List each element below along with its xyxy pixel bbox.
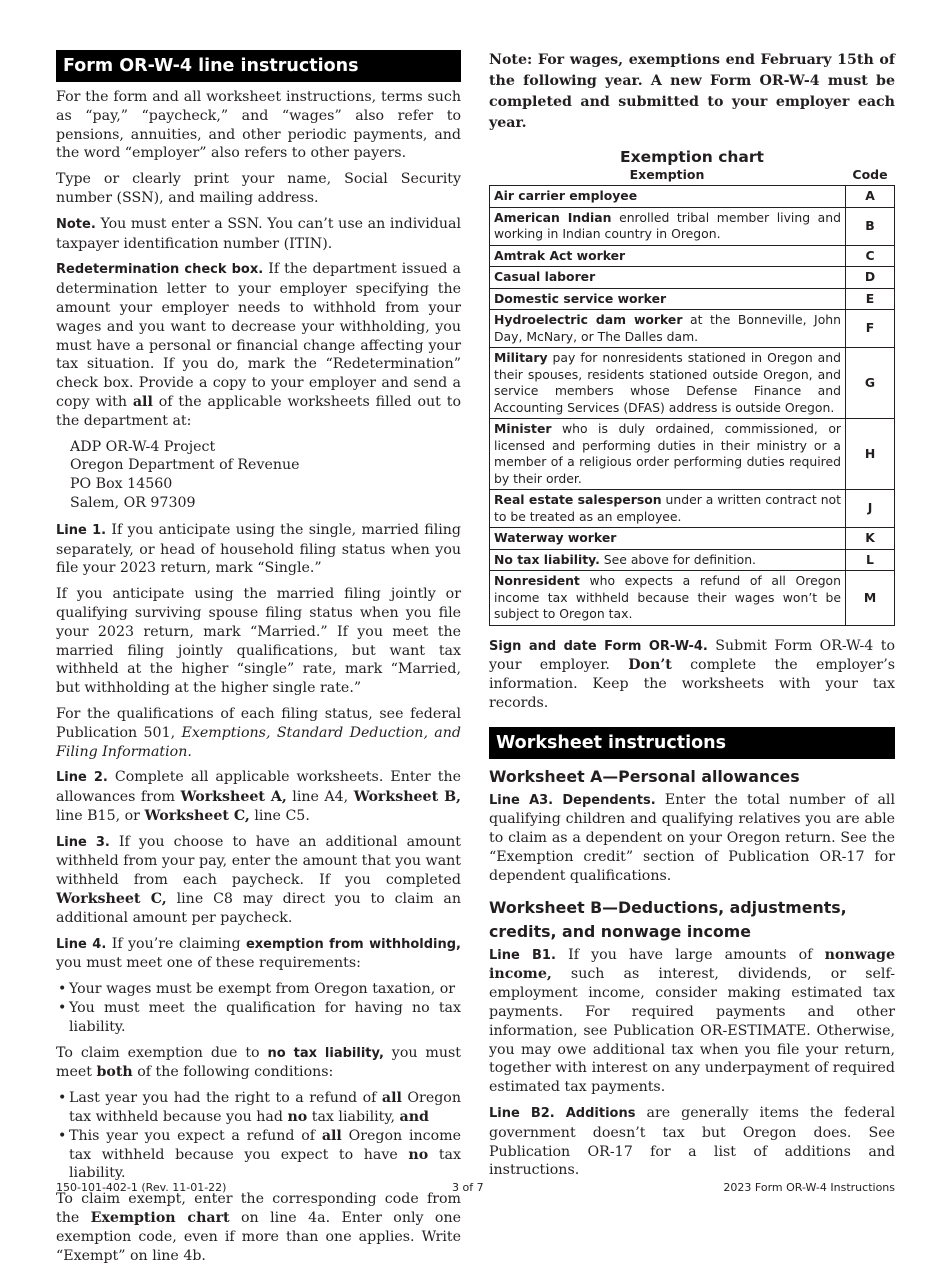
- line-a3-label: Line A3. Dependents.: [489, 792, 656, 808]
- qualifications-text: For the qualifications of each filing status, see federal Publication 501,: [56, 705, 461, 741]
- claim-text: you must meet: [56, 1044, 461, 1081]
- exemption-name: Domestic service worker: [494, 290, 667, 306]
- condition-bold: all: [381, 1090, 402, 1107]
- note-paragraph: [56, 215, 461, 254]
- list-item: [56, 1127, 461, 1183]
- line1-qualifications-paragraph: [56, 705, 461, 761]
- exempt-text: To claim exempt, enter the corresponding code from the: [56, 1191, 461, 1227]
- line-b2-label: Line B2. Additions: [489, 1106, 636, 1122]
- address-line: PO Box 14560: [70, 476, 173, 493]
- redetermination-text-2: of the applicable worksheets filled out to the department at:: [56, 393, 461, 429]
- redetermination-text: If the department issued a determination letter to your employer specifying the amount your employer needs to withhold from your wages and you want to decrease your withholding, you must have a personal or financial change affecting your tax situation. If you do, mark the “Redetermination” check box. Provide a copy to your employer and send a copy with: [56, 261, 461, 410]
- exemption-name: Nonresident: [494, 573, 580, 588]
- line1-paragraph: [56, 521, 461, 578]
- condition-text: tax liability.: [69, 1146, 461, 1182]
- exemption-detail: See above for definition.: [599, 551, 756, 567]
- line1-label: Line 1.: [56, 522, 107, 538]
- table-row: [490, 186, 895, 208]
- table-row: [490, 549, 895, 571]
- line3-text: If you choose to have an additional amount withheld from your pay, enter the amount that you want withheld from each paycheck. If you completed: [56, 833, 462, 889]
- claim-exempt-paragraph: [56, 1190, 461, 1265]
- exemption-cell: [490, 267, 846, 289]
- section-heading-worksheet-instructions: Worksheet instructions: [489, 727, 895, 759]
- code-cell: L: [846, 549, 895, 571]
- line2-text: line A4,: [286, 789, 354, 806]
- condition-bold: and: [399, 1109, 429, 1126]
- line-b1-text: If you have large amounts of: [555, 946, 825, 963]
- exemption-name: Military: [494, 350, 548, 365]
- redetermination-bold: all: [132, 393, 153, 410]
- exemption-detail: at the Bonneville, John Day, McNary, or The Dalles dam.: [494, 312, 841, 344]
- intro-paragraph: For the form and all worksheet instructions, terms such as “pay,” “paycheck,” and “wages” also refer to pensions, annuities, and other periodic payments, and the word “employer” also refers to other payers.: [56, 89, 461, 162]
- exemption-cell: [490, 207, 846, 245]
- exemption-cell: [490, 245, 846, 267]
- line3-label: Line 3.: [56, 834, 110, 850]
- code-cell: H: [846, 419, 895, 490]
- mailing-address: [70, 438, 461, 513]
- no-tax-liability-label: no tax liability,: [267, 1045, 384, 1061]
- table-row: [490, 207, 895, 245]
- address-line: ADP OR-W-4 Project: [70, 438, 216, 455]
- exemption-detail: who is duly ordained, commissioned, or licensed and performing duties in their ministry or a member of a religious order performing duties required by their order.: [494, 421, 841, 486]
- exempt-text: on line 4a. Enter only one exemption code, even if more than one applies. Write “Exempt” on line 4b.: [56, 1210, 461, 1264]
- note-label: Note.: [56, 216, 96, 232]
- table-row: [490, 419, 895, 490]
- right-column: [489, 50, 895, 1187]
- line-b1-label: Line B1.: [489, 947, 556, 963]
- worksheet-b-heading: Worksheet B—Deductions, adjustments, credits, and nonwage income: [489, 897, 847, 941]
- note-text: You must enter a SSN. You can’t use an individual taxpayer identification number (ITIN).: [56, 215, 461, 252]
- code-cell: M: [846, 571, 895, 626]
- line2-text: Complete all applicable worksheets. Enter the allowances from: [56, 769, 461, 806]
- exemption-cell: [490, 186, 846, 208]
- exemption-chart-ref: Exemption chart: [90, 1210, 230, 1227]
- exemption-detail: who expects a refund of all Oregon income tax withheld because their wages won’t be subject to Oregon tax.: [494, 573, 841, 621]
- list-item: • You must meet the qualification for having no tax liability.: [56, 999, 461, 1037]
- exemption-chart-table: [489, 185, 895, 626]
- table-row: [490, 245, 895, 267]
- line3-text: line C8 may direct you to claim an additional amount per paycheck.: [56, 891, 462, 926]
- redetermination-label: Redetermination check box.: [56, 262, 264, 278]
- condition-bold: all: [321, 1127, 342, 1144]
- line3-paragraph: [56, 833, 461, 928]
- exemption-cell: [490, 528, 846, 550]
- exemption-detail: under a written contract not to be treated as an employee.: [494, 492, 841, 524]
- code-cell: F: [846, 310, 895, 348]
- sign-and-date-paragraph: [489, 637, 895, 713]
- line-a3-text: Enter the total number of all qualifying children and qualifying relatives you are able to claim as a dependent on your Oregon return. See the “Exemption credit” section of Publication OR-17 for dependent qualifications.: [489, 791, 895, 884]
- line1-text: If you anticipate using the single, married filing separately, or head of household filing status when you file your 2023 return, mark “Single.”: [56, 521, 461, 577]
- line4-label: Line 4.: [56, 936, 107, 952]
- exemption-note: Note: For wages, exemptions end February 15th of the following year. A new Form OR-W-4 must be completed and submitted to your employer each year.: [489, 52, 895, 131]
- exemption-chart-title: Exemption chart: [620, 148, 764, 166]
- exemption-from-withholding: exemption from withholding,: [245, 936, 461, 952]
- code-cell: D: [846, 267, 895, 289]
- line-a3-paragraph: [489, 791, 895, 886]
- code-cell: C: [846, 245, 895, 267]
- exemption-cell: [490, 549, 846, 571]
- line4-text: you must meet one of these requirements:: [56, 955, 361, 972]
- exemption-cell: [490, 419, 846, 490]
- table-row: [490, 528, 895, 550]
- table-row: [490, 571, 895, 626]
- table-row: [490, 288, 895, 310]
- no-tax-liability-paragraph: [56, 1044, 461, 1083]
- requirements-list: [56, 980, 461, 1036]
- table-row: [490, 267, 895, 289]
- condition-text: Last year you had the right to a refund of: [69, 1090, 382, 1107]
- footer-page-number: 3 of 7: [452, 1181, 484, 1194]
- nonwage-income-bold: nonwage income,: [489, 946, 896, 983]
- line-b1-paragraph: [489, 946, 895, 1097]
- code-cell: J: [846, 490, 895, 528]
- table-row: [490, 310, 895, 348]
- line4-paragraph: [56, 935, 461, 974]
- publication-title: Exemptions, Standard Deduction, and Filing Information.: [56, 724, 461, 760]
- line2-text: line B15, or: [56, 807, 145, 824]
- table-row: [490, 348, 895, 419]
- worksheet-a-heading: Worksheet A—Personal allowances: [489, 766, 800, 786]
- exemption-name: Hydroelectric dam worker: [494, 312, 683, 327]
- exemption-cell: [490, 310, 846, 348]
- condition-text: Oregon tax withheld because you had: [69, 1090, 461, 1126]
- exemption-name: No tax liability.: [494, 551, 600, 567]
- redetermination-paragraph: [56, 260, 461, 430]
- exemption-column-header: Exemption: [629, 167, 705, 182]
- exemption-name: Minister: [494, 421, 552, 436]
- list-item: [56, 1089, 461, 1127]
- code-column-header: Code: [852, 167, 888, 182]
- worksheet-c-ref: Worksheet C,: [56, 891, 167, 908]
- address-line: Salem, OR 97309: [70, 494, 196, 511]
- footer-title: 2023 Form OR-W-4 Instructions: [723, 1181, 895, 1194]
- exemption-cell: [490, 490, 846, 528]
- worksheet-c-ref: Worksheet C,: [144, 807, 250, 824]
- exemption-name: Casual laborer: [494, 269, 596, 284]
- line4-text: If you’re claiming: [106, 935, 246, 952]
- condition-bold: no: [287, 1109, 308, 1126]
- code-cell: E: [846, 288, 895, 310]
- conditions-list: [56, 1089, 461, 1183]
- list-item: • Your wages must be exempt from Oregon taxation, or: [56, 980, 461, 999]
- exemption-name: Amtrak Act worker: [494, 247, 626, 263]
- condition-text: tax liability,: [307, 1109, 400, 1126]
- left-column: [56, 50, 461, 1272]
- line-b2-text: are generally items the federal government doesn’t tax but Oregon does. See Publication OR-17 for a list of additions and instructions.: [489, 1105, 895, 1179]
- line2-paragraph: [56, 768, 461, 825]
- exemption-detail: pay for nonresidents stationed in Oregon and their spouses, residents stationed outside Oregon, and service members whose Defense Finance and Accounting Services (DFAS) address is outside Oregon.: [494, 350, 841, 415]
- both-bold: both: [96, 1064, 133, 1081]
- claim-text: To claim exemption due to: [56, 1044, 268, 1061]
- exemption-detail: enrolled tribal member living and working in Indian country in Oregon.: [494, 209, 841, 241]
- condition-text: Oregon income tax withheld because you expect to have: [69, 1127, 461, 1163]
- line1-married-paragraph: If you anticipate using the married filing jointly or qualifying surviving spouse filing status when you file your 2023 return, mark “Married.” If you meet the married filing jointly qualifications, but want tax withheld at the higher “single” rate, mark “Married, but withholding at the higher single rate.”: [56, 586, 461, 697]
- code-cell: A: [846, 186, 895, 208]
- exemption-cell: [490, 348, 846, 419]
- line2-text: line C5.: [249, 807, 310, 824]
- line-b1-text: such as interest, dividends, or self-employment income, consider making estimated tax payments. For required payments and other information, see Publication OR-ESTIMATE. Otherwise, you may owe additional tax when you file your return, together with interest on any underpayment of required estimated tax payments.: [489, 966, 895, 1096]
- exemption-name: Real estate salesperson: [494, 492, 662, 507]
- exemption-chart-header: [489, 167, 895, 185]
- claim-text: of the following conditions:: [132, 1064, 334, 1081]
- code-cell: G: [846, 348, 895, 419]
- worksheet-b-ref: Worksheet B,: [353, 789, 461, 806]
- condition-text: This year you expect a refund of: [69, 1127, 322, 1144]
- exemption-cell: [490, 288, 846, 310]
- section-heading-line-instructions: Form OR-W-4 line instructions: [56, 50, 461, 82]
- type-print-paragraph: Type or clearly print your name, Social Security number (SSN), and mailing address.: [56, 171, 461, 206]
- exemption-name: Air carrier employee: [494, 188, 638, 203]
- sign-text: Submit Form OR-W-4 to your employer.: [489, 637, 895, 674]
- sign-text: complete the employer’s information. Keep the worksheets with your tax records.: [489, 657, 895, 711]
- sign-label: Sign and date Form OR-W-4.: [489, 638, 708, 654]
- line2-label: Line 2.: [56, 770, 108, 786]
- line-b2-paragraph: [489, 1104, 895, 1180]
- dont-bold: Don’t: [628, 657, 672, 674]
- address-line: Oregon Department of Revenue: [70, 457, 300, 474]
- condition-bold: no: [408, 1146, 429, 1163]
- exemption-name: American Indian: [494, 209, 612, 225]
- footer-form-id: 150-101-402-1 (Rev. 11-01-22): [56, 1181, 227, 1194]
- table-row: [490, 490, 895, 528]
- code-cell: B: [846, 207, 895, 245]
- exemption-cell: [490, 571, 846, 626]
- exemption-name: Waterway worker: [494, 530, 617, 545]
- code-cell: K: [846, 528, 895, 550]
- worksheet-a-ref: Worksheet A,: [180, 789, 287, 806]
